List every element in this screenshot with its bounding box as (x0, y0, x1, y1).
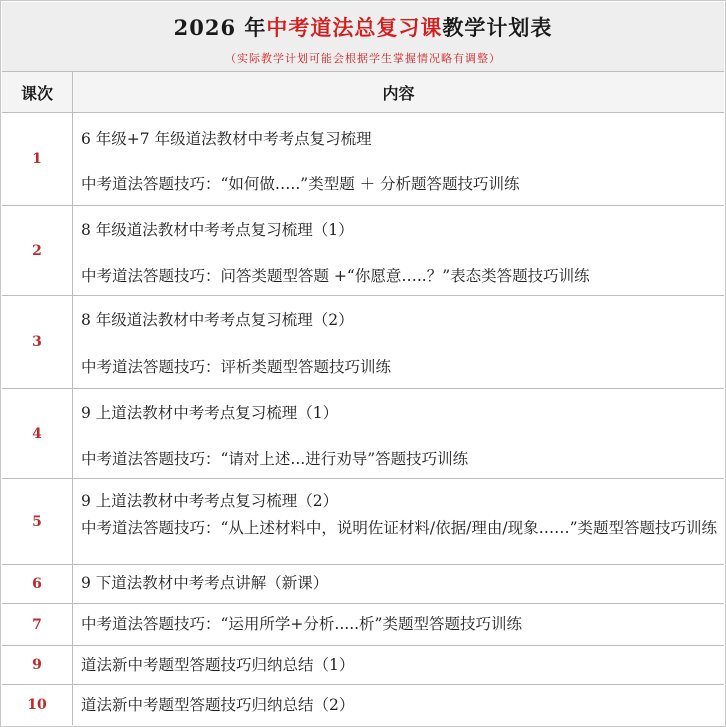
table-row (2, 296, 724, 389)
table-row (2, 565, 724, 604)
content-line: 中考道法答题技巧：“从上述材料中，说明佐证材料/依据/理由/现象……”类题型答题技巧训练 (81, 519, 718, 537)
lesson-content (73, 685, 724, 725)
lesson-number: 4 (2, 389, 73, 478)
content-line: 9 上道法教材中考考点复习梳理（1） (81, 404, 339, 422)
lesson-number: 2 (2, 206, 73, 295)
content-line: 9 下道法教材中考考点讲解（新课） (81, 574, 329, 592)
lesson-content (73, 604, 724, 645)
content-line: 中考道法答题技巧：“运用所学+分析.....析”类题型答题技巧训练 (81, 615, 522, 633)
lesson-number: 1 (2, 113, 73, 205)
lesson-content (73, 646, 724, 684)
lesson-number: 9 (2, 646, 73, 684)
lesson-content (73, 565, 724, 603)
content-line: 中考道法答题技巧：“请对上述...进行劝导”答题技巧训练 (81, 450, 469, 468)
table-row (2, 685, 724, 725)
title-suffix: 教学计划表 (442, 15, 553, 40)
content-line: 道法新中考题型答题技巧归纳总结（2） (81, 696, 355, 714)
content-line: 中考道法答题技巧：问答类题型答题 +“你愿意…..？”表态类答题技巧训练 (81, 267, 590, 285)
table-row (2, 479, 724, 565)
page-subtitle: （实际教学计划可能会根据学生掌握情况略有调整） (225, 52, 501, 65)
table-row (2, 206, 724, 296)
content-line: 道法新中考题型答题技巧归纳总结（1） (81, 656, 355, 674)
title-highlight: 中考道法总复习课 (266, 15, 443, 40)
lesson-content (73, 479, 724, 564)
lesson-number: 7 (2, 604, 73, 645)
lesson-number: 10 (2, 685, 73, 725)
lesson-number: 5 (2, 479, 73, 564)
page-title (2, 12, 724, 42)
content-line: 中考道法答题技巧：评析类题型答题技巧训练 (81, 358, 392, 376)
header-lesson: 课次 (2, 72, 73, 112)
title-bar (2, 2, 724, 72)
table-row (2, 113, 724, 206)
lesson-number: 6 (2, 565, 73, 603)
content-line: 中考道法答题技巧：“如何做…..”类型题 ＋ 分析题答题技巧训练 (81, 175, 520, 193)
table-row (2, 646, 724, 685)
content-line: 8 年级道法教材中考考点复习梳理（2） (81, 311, 354, 329)
table-header-row (2, 72, 724, 113)
lesson-content (73, 389, 724, 478)
table-row (2, 389, 724, 479)
header-content: 内容 (382, 83, 415, 103)
lesson-content (73, 296, 724, 388)
title-year: 2026 年 (173, 15, 267, 40)
content-line: 8 年级道法教材中考考点复习梳理（1） (81, 221, 354, 239)
table-row (2, 604, 724, 646)
lesson-number: 3 (2, 296, 73, 388)
content-line: 6 年级+7 年级道法教材中考考点复习梳理 (81, 130, 372, 148)
lesson-content (73, 206, 724, 295)
content-line: 9 上道法教材中考考点复习梳理（2） (81, 492, 339, 510)
lesson-content (73, 113, 724, 205)
